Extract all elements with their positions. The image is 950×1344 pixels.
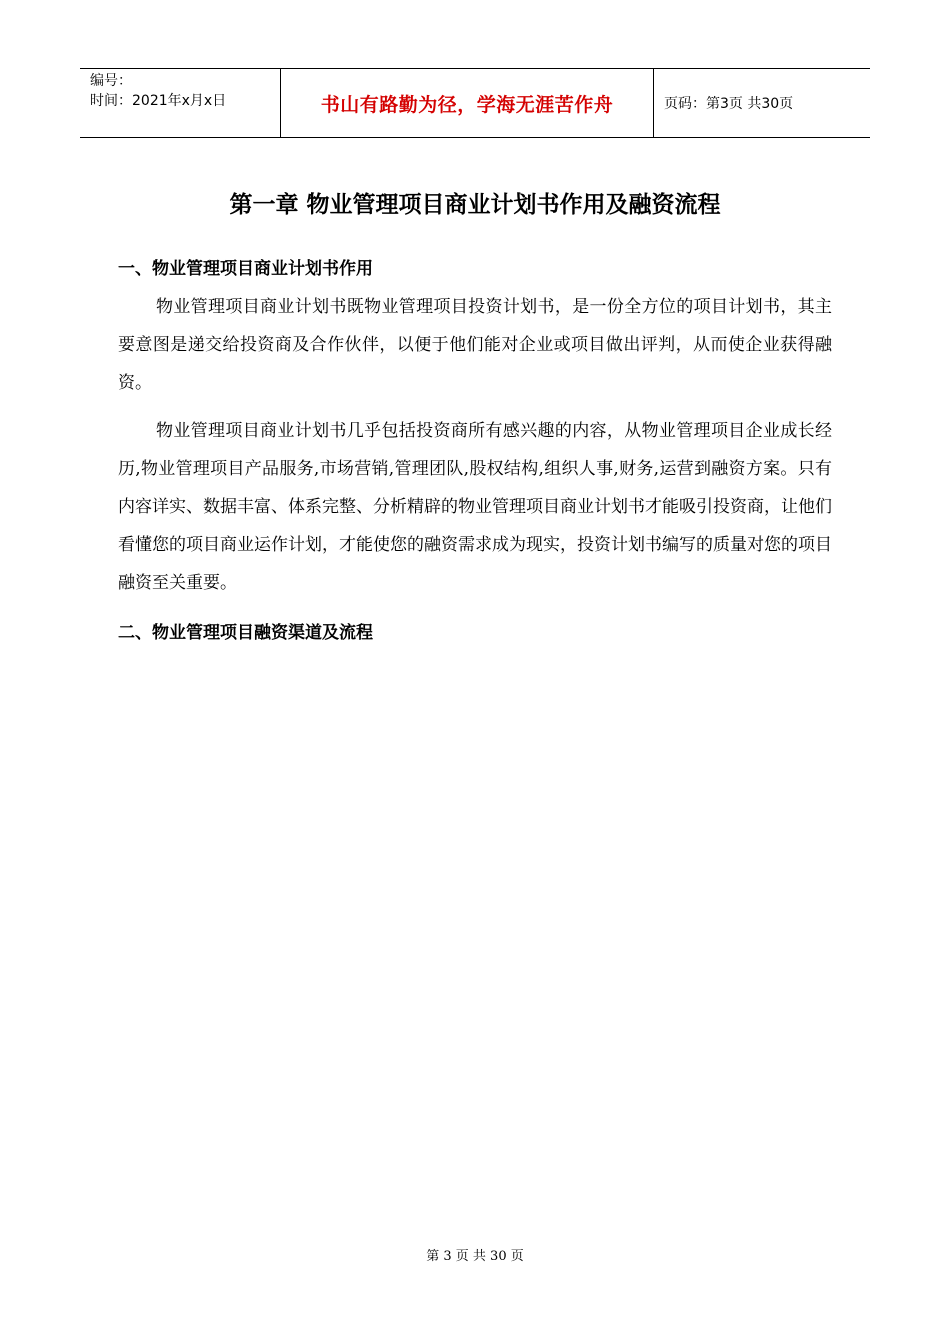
chapter-title: 第一章 物业管理项目商业计划书作用及融资流程 — [229, 192, 721, 218]
page-footer: 第 3 页 共 30 页 — [426, 1249, 524, 1264]
page-info: 页码：第3页 共30页 — [664, 96, 794, 112]
header-table — [80, 68, 870, 138]
time-label: 时间：2021年x月x日 — [90, 93, 227, 109]
section-heading-2: 二、物业管理项目融资渠道及流程 — [118, 623, 373, 643]
paragraph-2: 物业管理项目商业计划书几乎包括投资商所有感兴趣的内容，从物业管理项目企业成长经历,物业管理项目产品服务,市场营销,管理团队,股权结构,组织人事,财务,运营到融资方案。只有内容详实、数据丰富、体系完整、分析精辟的物业管理项目商业计划书才能吸引投资商，让他们看懂您的项目商业运作计划，才能使您的融资需求成为现实，投资计划书编写的质量对您的项目融资至关重要。 — [118, 421, 832, 593]
header-left-cell — [80, 69, 281, 137]
number-label: 编号： — [90, 73, 132, 89]
paragraph-1: 物业管理项目商业计划书既物业管理项目投资计划书，是一份全方位的项目计划书，其主要意图是递交给投资商及合作伙伴，以便于他们能对企业或项目做出评判，从而使企业获得融资。 — [118, 297, 832, 393]
section-heading-1: 一、物业管理项目商业计划书作用 — [118, 259, 373, 279]
motto: 书山有路勤为径，学海无涯苦作舟 — [281, 69, 654, 137]
